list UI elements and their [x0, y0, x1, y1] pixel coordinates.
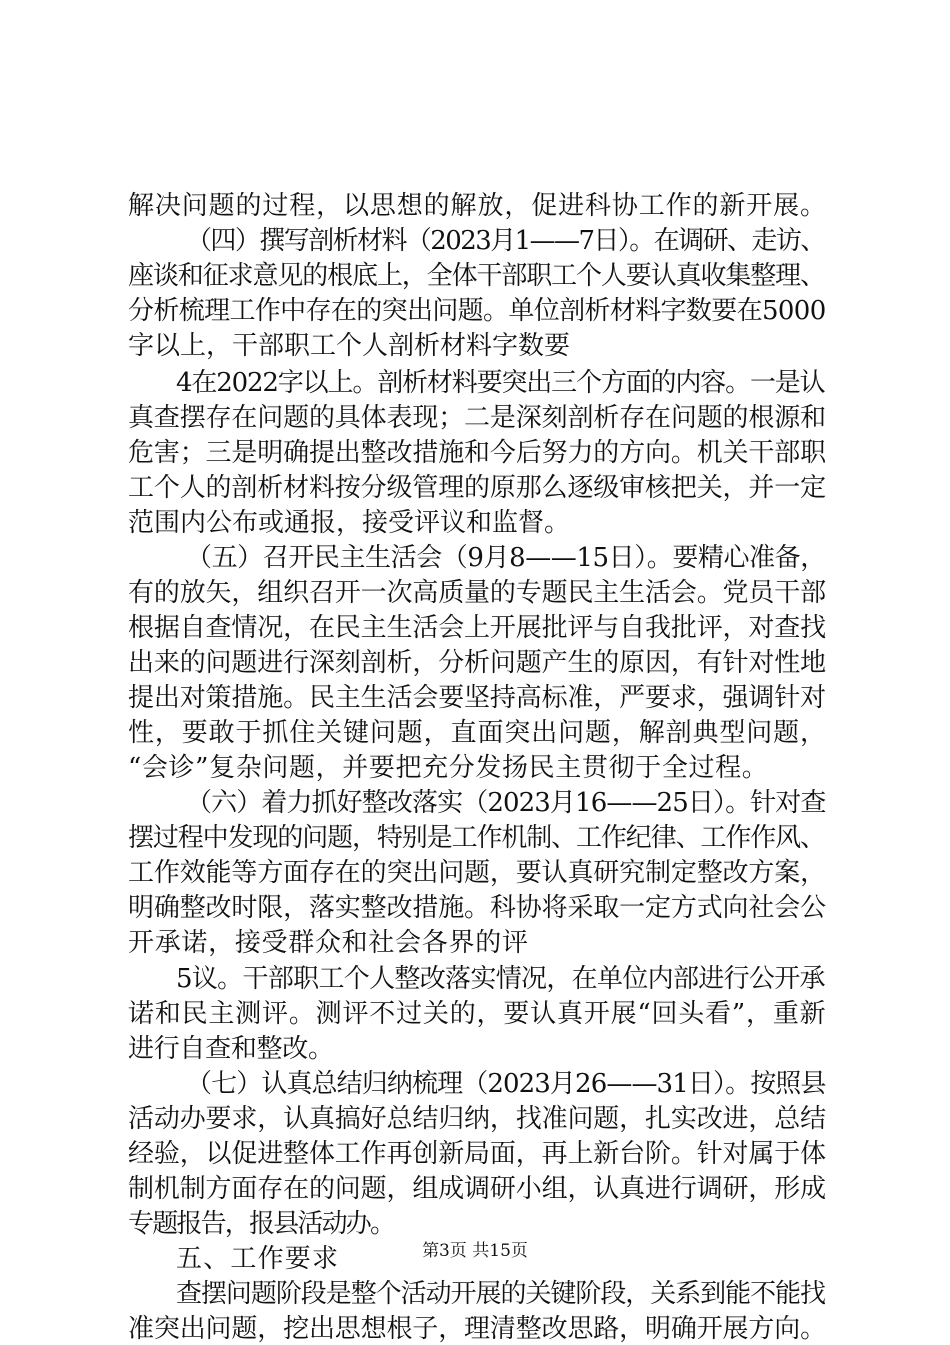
text-line: 根据自查情况，在民主生活会上开展批评与自我批评，对查找: [128, 613, 826, 643]
text-line: 有的放矢，组织召开一次高质量的专题民主生活会。党员干部: [128, 578, 826, 608]
text-line: 真查摆存在问题的具体表现；二是深刻剖析存在问题的根源和: [128, 403, 826, 433]
text-line: 经验，以促进整体工作再创新局面，再上新台阶。针对属于体: [128, 1139, 826, 1169]
text-line: 准突出问题，挖出思想根子，理清整改思路，明确开展方向。: [128, 1314, 826, 1344]
page-footer: 第3页 共15页: [422, 1241, 528, 1261]
text-line: 分析梳理工作中存在的突出问题。单位剖析材料字数要在5000: [128, 296, 826, 326]
text-line: 制机制方面存在的问题，组成调研小组，认真进行调研，形成: [128, 1174, 826, 1204]
text-line: 范围内公布或通报，接受评议和监督。: [128, 508, 571, 538]
text-line: 专题报告，报县活动办。: [128, 1209, 395, 1239]
text-line: 性，要敢于抓住关键问题，直面突出问题，解剖典型问题，: [128, 718, 827, 748]
text-line: “会诊”复杂问题，并要把充分发扬民主贯彻于全过程。: [128, 753, 769, 783]
text-line: 4在2022字以上。剖析材料要突出三个方面的内容。一是认: [176, 368, 825, 398]
text-line: 5议。干部职工个人整改落实情况，在单位内部进行公开承: [176, 964, 825, 994]
text-line: 工个人的剖析材料按分级管理的原那么逐级审核把关，并一定: [128, 473, 826, 503]
text-line: 出来的问题进行深刻剖析，分析问题产生的原因，有针对性地: [128, 648, 826, 678]
text-line: 五、工作要求: [176, 1244, 340, 1274]
text-line: 查摆问题阶段是整个活动开展的关键阶段，关系到能不能找: [176, 1279, 825, 1309]
text-line: 字以上，干部职工个人剖析材料字数要: [128, 331, 571, 361]
text-line: （四）撰写剖析材料（2023月1——7日）。在调研、走访、: [186, 226, 825, 256]
text-line: 工作效能等方面存在的突出问题，要认真研究制定整改方案，: [128, 858, 826, 888]
text-line: （五）召开民主生活会（9月8——15日）。要精心准备，: [186, 543, 826, 573]
text-line: 开承诺，接受群众和社会各界的评: [128, 928, 529, 958]
text-line: 明确整改时限，落实整改措施。科协将采取一定方式向社会公: [128, 893, 826, 923]
text-line: 提出对策措施。民主生活会要坚持高标准，严要求，强调针对: [128, 683, 826, 713]
text-line: 座谈和征求意见的根底上，全体干部职工个人要认真收集整理、: [128, 261, 825, 291]
text-line: 摆过程中发现的问题，特别是工作机制、工作纪律、工作作风、: [128, 823, 825, 853]
text-line: 解决问题的过程，以思想的解放，促进科协工作的新开展。: [128, 191, 827, 221]
text-line: 活动办要求，认真搞好总结归纳，找准问题，扎实改进，总结: [128, 1104, 826, 1134]
text-line: （六）着力抓好整改落实（2023月16——25日）。针对查: [186, 788, 826, 818]
text-line: 危害；三是明确提出整改措施和今后努力的方向。机关干部职: [128, 438, 826, 468]
text-line: 进行自查和整改。: [128, 1034, 334, 1064]
text-line: 诺和民主测评。测评不过关的，要认真开展“回头看”，重新: [128, 999, 827, 1029]
text-line: （七）认真总结归纳梳理（2023月26——31日）。按照县: [186, 1069, 826, 1099]
